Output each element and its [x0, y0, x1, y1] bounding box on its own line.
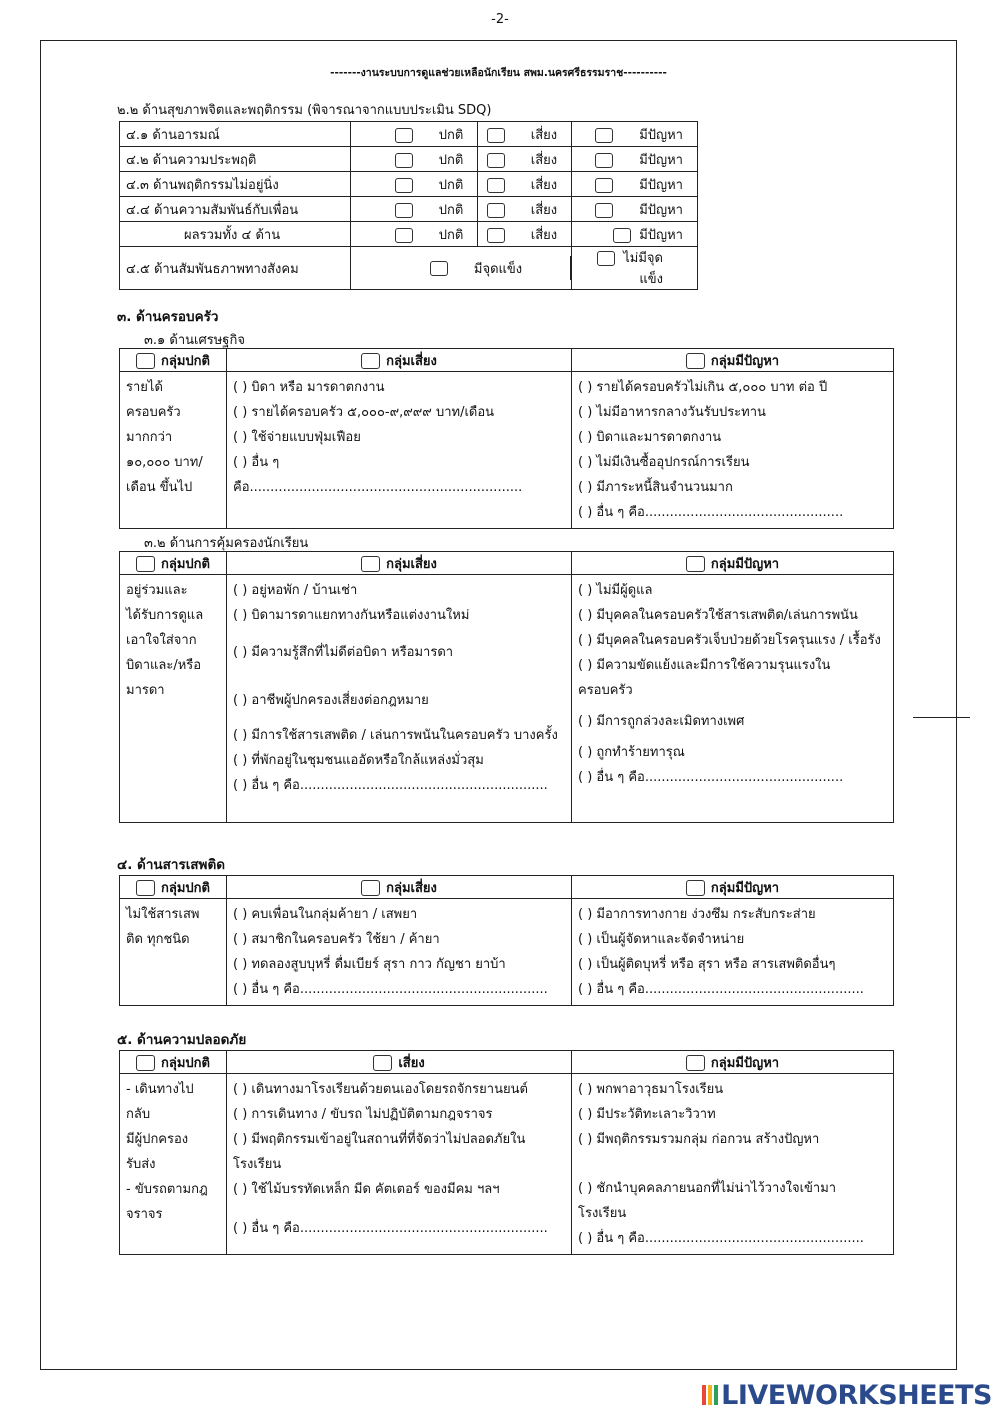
problem-cell: [572, 899, 894, 1006]
checkbox[interactable]: [613, 228, 631, 243]
risk-item: ( ) ใช้ไม้บรรทัดเหล็ก มีด คัตเตอร์ ของมีคม ฯลฯ: [233, 1182, 500, 1197]
problem-item: ( ) พกพาอาวุธมาโรงเรียน: [578, 1082, 724, 1097]
checkbox[interactable]: [373, 1055, 392, 1071]
sdq-label: ๔.๓ ด้านพฤติกรรมไม่อยู่นิ่ง: [120, 172, 351, 197]
option-label: ปกติ: [438, 177, 464, 193]
problem-item: ( ) ชักนำบุคคลภายนอกที่ไม่น่าไว้วางใจเข้ามา โรงเรียน: [578, 1181, 837, 1221]
drugs-title: ๔. ด้านสารเสพติด: [117, 857, 225, 873]
option-label: ปกติ: [438, 152, 464, 168]
checkbox[interactable]: [686, 353, 705, 369]
col-normal: กลุ่มปกติ: [120, 349, 227, 372]
option-label: เสี่ยง: [530, 152, 558, 168]
checkbox[interactable]: [595, 153, 613, 168]
risk-item: ( ) มีพฤติกรรมเข้าอยู่ในสถานที่ที่จัดว่าไม่ปลอดภัยใน โรงเรียน: [233, 1132, 526, 1172]
risk-item: ( ) ทดลองสูบบุหรี่ ดื่มเบียร์ สุรา กาว กัญชา ยาบ้า: [233, 957, 506, 972]
risk-item: ( ) มีการใช้สารเสพติด / เล่นการพนันในครอบครัว บางครั้ง: [233, 728, 558, 743]
risk-item: ( ) สมาชิกในครอบครัว ใช้ยา / ค้ายา: [233, 932, 440, 947]
problem-item: ( ) รายได้ครอบครัวไม่เกิน ๕,๐๐๐ บาท ต่อ ปี: [578, 380, 828, 395]
option-label: มีปัญหา: [639, 202, 683, 218]
sdq-title: ๒.๒ ด้านสุขภาพจิตและพฤติกรรม (พิจารณาจากแบบประเมิน SDQ): [117, 103, 492, 118]
col-normal: กลุ่มปกติ: [120, 1051, 227, 1074]
economy-table: [119, 348, 894, 529]
checkbox[interactable]: [595, 128, 613, 143]
risk-item: ( ) รายได้ครอบครัว ๕,๐๐๐-๙,๙๙๙ บาท/เดือน: [233, 405, 495, 420]
risk-item: ( ) ที่พักอยู่ในชุมชนแออัดหรือใกล้แหล่งมั่วสุม: [233, 753, 484, 768]
col-risk: กลุ่มเสี่ยง: [227, 349, 572, 372]
page-number: -2-: [491, 12, 509, 27]
sdq-row: [120, 172, 698, 197]
checkbox[interactable]: [395, 128, 413, 143]
logo-text: LIVEWORKSHEETS: [721, 1380, 992, 1411]
sdq-label: ๔.๔ ด้านความสัมพันธ์กับเพื่อน: [120, 197, 351, 222]
sdq-label: ๔.๒ ด้านความประพฤติ: [120, 147, 351, 172]
risk-item: ( ) การเดินทาง / ขับรถ ไม่ปฏิบัติตามกฎจราจร: [233, 1107, 493, 1122]
risk-item: ( ) อื่น ๆ คือ............................................................: [233, 1221, 548, 1236]
problem-cell: [572, 372, 894, 529]
checkbox[interactable]: [487, 128, 505, 143]
problem-item: ( ) เป็นผู้ติดบุหรี่ หรือ สุรา หรือ สารเสพติดอื่นๆ: [578, 957, 836, 972]
checkbox[interactable]: [361, 353, 380, 369]
checkbox[interactable]: [136, 353, 155, 369]
problem-item: ( ) อื่น ๆ คือ................................................: [578, 770, 844, 785]
checkbox[interactable]: [395, 153, 413, 168]
problem-item: ( ) บิดาและมารดาตกงาน: [578, 430, 722, 445]
problem-item: ( ) อื่น ๆ คือ................................................: [578, 505, 844, 520]
checkbox[interactable]: [136, 1055, 155, 1071]
col-risk: กลุ่มเสี่ยง: [227, 552, 572, 575]
normal-cell: อยู่ร่วมและ ได้รับการดูแล เอาใจใส่จาก บิดาและ/หรือ มารดา: [120, 575, 227, 823]
checkbox[interactable]: [686, 556, 705, 572]
col-problem: กลุ่มมีปัญหา: [572, 349, 894, 372]
col-problem: กลุ่มมีปัญหา: [572, 876, 894, 899]
risk-cell: [227, 372, 572, 529]
risk-item: ( ) อื่น ๆ คือ..................................................................: [233, 455, 523, 495]
option-label: เสี่ยง: [530, 177, 558, 193]
checkbox[interactable]: [361, 880, 380, 896]
document-header: -------งานระบบการดูแลช่วยเหลือนักเรียน สพม.นครศรีธรรมราช----------: [330, 67, 667, 79]
option-label: มีปัญหา: [639, 127, 683, 143]
checkbox[interactable]: [487, 178, 505, 193]
risk-item: ( ) อาชีพผู้ปกครองเสี่ยงต่อกฎหมาย: [233, 693, 429, 708]
problem-item: ( ) มีความขัดแย้งและมีการใช้ความรุนแรงใน ครอบครัว: [578, 658, 831, 698]
liveworksheets-logo: [702, 1380, 992, 1411]
safety-title: ๕. ด้านความปลอดภัย: [117, 1032, 247, 1048]
sdq-row: [120, 247, 698, 290]
option-label: เสี่ยง: [530, 127, 558, 143]
problem-item: ( ) มีพฤติกรรมรวมกลุ่ม ก่อกวน สร้างปัญหา: [578, 1132, 820, 1147]
problem-item: ( ) ถูกทำร้ายทารุณ: [578, 745, 685, 760]
problem-item: ( ) ไม่มีผู้ดูแล: [578, 583, 653, 598]
col-risk: เสี่ยง: [227, 1051, 572, 1074]
col-risk: กลุ่มเสี่ยง: [227, 876, 572, 899]
risk-item: ( ) อยู่หอพัก / บ้านเช่า: [233, 583, 358, 598]
option-label: ปกติ: [438, 202, 464, 218]
option-label: มีจุดแข็ง: [473, 261, 523, 277]
logo-icon: [702, 1383, 718, 1407]
checkbox[interactable]: [686, 880, 705, 896]
col-normal: กลุ่มปกติ: [120, 876, 227, 899]
safety-table: [119, 1050, 894, 1255]
col-normal: กลุ่มปกติ: [120, 552, 227, 575]
risk-cell: [227, 1074, 572, 1255]
problem-item: ( ) อื่น ๆ คือ.....................................................: [578, 1231, 864, 1246]
problem-item: ( ) เป็นผู้จัดหาและจัดจำหน่าย: [578, 932, 745, 947]
risk-item: ( ) คบเพื่อนในกลุ่มค้ายา / เสพยา: [233, 907, 418, 922]
risk-item: ( ) อื่น ๆ คือ............................................................: [233, 778, 548, 793]
checkbox[interactable]: [487, 228, 505, 243]
option-label: มีปัญหา: [639, 177, 683, 193]
checkbox[interactable]: [487, 153, 505, 168]
checkbox[interactable]: [395, 228, 413, 243]
drugs-table: [119, 875, 894, 1006]
risk-item: ( ) เดินทางมาโรงเรียนด้วยตนเองโดยรถจักรยานยนต์: [233, 1082, 528, 1097]
option-label: มีปัญหา: [639, 227, 683, 243]
problem-item: ( ) มีบุคคลในครอบครัวใช้สารเสพติด/เล่นการพนัน: [578, 608, 858, 623]
problem-item: ( ) มีอาการทางกาย ง่วงซึม กระสับกระส่าย: [578, 907, 816, 922]
economy-title: ๓.๑ ด้านเศรษฐกิจ: [144, 333, 245, 348]
problem-cell: [572, 575, 894, 823]
problem-item: ( ) มีประวัติทะเลาะวิวาท: [578, 1107, 716, 1122]
option-label: เสี่ยง: [530, 202, 558, 218]
option-label: เสี่ยง: [530, 227, 558, 243]
risk-cell: [227, 899, 572, 1006]
problem-item: ( ) มีบุคคลในครอบครัวเจ็บป่วยด้วยโรครุนแรง / เรื้อรัง: [578, 633, 881, 648]
risk-item: ( ) มีความรู้สึกที่ไม่ดีต่อบิดา หรือมารดา: [233, 645, 454, 660]
margin-line: [913, 717, 970, 718]
problem-item: ( ) อื่น ๆ คือ.....................................................: [578, 982, 864, 997]
sdq-label: ๔.๕ ด้านสัมพันธภาพทางสังคม: [120, 247, 351, 290]
family-title: ๓. ด้านครอบครัว: [117, 309, 219, 325]
sdq-table: [119, 121, 698, 290]
normal-cell: ไม่ใช้สารเสพ ติด ทุกชนิด: [120, 899, 227, 1006]
col-problem: กลุ่มมีปัญหา: [572, 552, 894, 575]
checkbox[interactable]: [597, 251, 615, 266]
sdq-label: ๔.๑ ด้านอารมณ์: [120, 122, 351, 147]
sdq-row: [120, 147, 698, 172]
checkbox[interactable]: [136, 880, 155, 896]
guardian-title: ๓.๒ ด้านการคุ้มครองนักเรียน: [144, 536, 309, 551]
risk-item: ( ) ใช้จ่ายแบบฟุ่มเฟือย: [233, 430, 361, 445]
sdq-row: [120, 122, 698, 147]
checkbox[interactable]: [136, 556, 155, 572]
normal-cell: - เดินทางไป กลับ มีผู้ปกครอง รับส่ง - ขับรถตามกฎ จราจร: [120, 1074, 227, 1255]
problem-cell: [572, 1074, 894, 1255]
checkbox[interactable]: [686, 1055, 705, 1071]
sdq-row: [120, 197, 698, 222]
checkbox[interactable]: [361, 556, 380, 572]
option-label: ปกติ: [438, 227, 464, 243]
checkbox[interactable]: [595, 203, 613, 218]
checkbox[interactable]: [395, 178, 413, 193]
checkbox[interactable]: [430, 261, 448, 276]
sdq-label: ผลรวมทั้ง ๔ ด้าน: [120, 222, 351, 247]
problem-item: ( ) มีภาระหนี้สินจำนวนมาก: [578, 480, 733, 495]
checkbox[interactable]: [395, 203, 413, 218]
checkbox[interactable]: [595, 178, 613, 193]
checkbox[interactable]: [487, 203, 505, 218]
col-problem: กลุ่มมีปัญหา: [572, 1051, 894, 1074]
option-label: ปกติ: [438, 127, 464, 143]
risk-item: ( ) บิดามารดาแยกทางกันหรือแต่งงานใหม่: [233, 608, 470, 623]
normal-cell: รายได้ ครอบครัว มากกว่า ๑๐,๐๐๐ บาท/ เดือน ขึ้นไป: [120, 372, 227, 529]
problem-item: ( ) ไม่มีเงินซื้ออุปกรณ์การเรียน: [578, 455, 750, 470]
problem-item: ( ) ไม่มีอาหารกลางวันรับประทาน: [578, 405, 766, 420]
option-label: มีปัญหา: [639, 152, 683, 168]
risk-item: ( ) อื่น ๆ คือ............................................................: [233, 982, 548, 997]
problem-item: ( ) มีการถูกล่วงละเมิดทางเพศ: [578, 714, 745, 729]
risk-cell: [227, 575, 572, 823]
risk-item: ( ) บิดา หรือ มารดาตกงาน: [233, 380, 385, 395]
option-label: ไม่มีจุดแข็ง: [623, 251, 663, 287]
sdq-row: [120, 222, 698, 247]
guardian-table: [119, 551, 894, 823]
